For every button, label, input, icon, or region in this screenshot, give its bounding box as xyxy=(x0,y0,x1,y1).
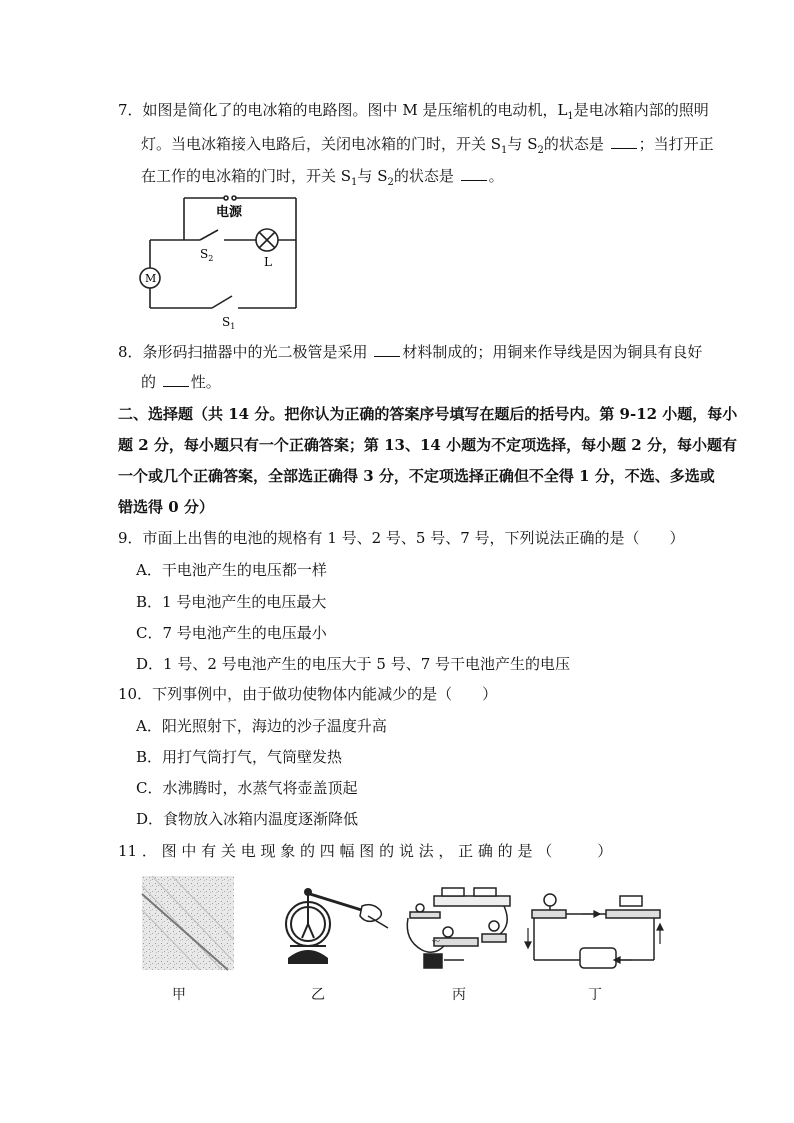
figure-bing-circuit xyxy=(404,884,516,974)
q10-option-a[interactable]: A．阳光照射下，海边的沙子温度升高 xyxy=(136,717,387,735)
q9-stem: 9．市面上出售的电池的规格有 1 号、2 号、5 号、7 号，下列说法正确的是（ ） xyxy=(118,529,685,547)
q8-line-2 xyxy=(141,372,221,392)
subscript: 2 xyxy=(387,177,394,188)
answer-blank[interactable] xyxy=(611,136,637,149)
section-2-header-line-4: 错选得 0 分） xyxy=(118,498,214,516)
q8-text: 性。 xyxy=(190,373,221,391)
q7-text: 7．如图是简化了的电冰箱的电路图。图中 M 是压缩机的电动机，L xyxy=(118,101,568,119)
q9-option-a[interactable]: A．干电池产生的电压都一样 xyxy=(136,561,327,579)
q8-line-1 xyxy=(118,342,702,362)
q7-line-1 xyxy=(118,100,709,127)
q8-text: 的 xyxy=(141,373,157,391)
q7-text: 灯。当电冰箱接入电路后，关闭电冰箱的门时，开关 S xyxy=(141,135,502,153)
q9-option-b[interactable]: B．1 号电池产生的电压最大 xyxy=(136,593,327,611)
figure-ding-circuit xyxy=(522,884,666,974)
q8-text: 8．条形码扫描器中的光二极管是采用 xyxy=(118,343,368,361)
q9-option-c[interactable]: C．7 号电池产生的电压最小 xyxy=(136,624,327,642)
q10-stem: 10．下列事例中，由于做功使物体内能减少的是（ ） xyxy=(118,685,498,703)
section-2-header-line-3: 一个或几个正确答案，全部选正确得 3 分，不定项选择正确但不全得 1 分，不选、多选或 xyxy=(118,467,715,485)
figure-jia-photo xyxy=(142,876,234,970)
subscript: 2 xyxy=(537,145,544,156)
q10-option-d[interactable]: D．食物放入冰箱内温度逐渐降低 xyxy=(136,810,359,828)
q7-text: ；当打开正 xyxy=(638,135,714,153)
q7-text: 的状态是 xyxy=(543,135,604,153)
section-2-header-line-1: 二、选择题（共 14 分。把你认为正确的答案序号填写在题后的括号内。第 9-12 小题，每小 xyxy=(118,405,738,423)
q11-stem: 11 ． 图 中 有 关 电 现 象 的 四 幅 图 的 说 法 ， 正 确 的 是 （ ） xyxy=(118,842,613,860)
answer-blank[interactable] xyxy=(163,374,189,387)
subscript: 1 xyxy=(567,111,574,122)
subscript: 1 xyxy=(351,177,358,188)
q7-text: 。 xyxy=(488,167,504,185)
switch-s1-label: $S_1$ xyxy=(222,315,236,331)
q10-option-b[interactable]: B．用打气筒打气，气筒壁发热 xyxy=(136,748,343,766)
subscript: 1 xyxy=(501,145,508,156)
figure-label-jia: 甲 xyxy=(172,987,186,1003)
q7-text: 在工作的电冰箱的门时，开关 S xyxy=(141,167,352,185)
figure-yi-electroscope xyxy=(276,880,391,972)
q9-option-d[interactable]: D．1 号、2 号电池产生的电压大于 5 号、7 号干电池产生的电压 xyxy=(136,655,571,673)
answer-blank[interactable] xyxy=(461,168,487,181)
figure-label-ding: 丁 xyxy=(588,987,602,1003)
q7-text: 与 S xyxy=(357,167,388,185)
lamp-label: L xyxy=(264,255,272,269)
refrigerator-circuit-diagram xyxy=(140,190,310,335)
motor-label: M xyxy=(145,272,157,285)
switch-s2-label: $S_2$ xyxy=(200,247,214,263)
figure-label-yi: 乙 xyxy=(311,987,325,1003)
svg-text:〰: 〰 xyxy=(432,937,440,946)
q7-text: 的状态是 xyxy=(393,167,454,185)
power-source-label: 电源 xyxy=(216,205,243,220)
q7-line-2 xyxy=(141,134,714,161)
q8-text: 材料制成的；用铜来作导线是因为铜具有良好 xyxy=(402,343,703,361)
answer-blank[interactable] xyxy=(374,344,400,357)
q7-text: 与 S xyxy=(507,135,538,153)
q7-line-3 xyxy=(141,166,504,193)
section-2-header-line-2: 题 2 分，每小题只有一个正确答案；第 13、14 小题为不定项选择，每小题 2 分，每小题有 xyxy=(118,436,737,454)
q10-option-c[interactable]: C．水沸腾时，水蒸气将壶盖顶起 xyxy=(136,779,358,797)
figure-label-bing: 丙 xyxy=(452,987,466,1003)
q7-text: 是电冰箱内部的照明 xyxy=(573,101,709,119)
